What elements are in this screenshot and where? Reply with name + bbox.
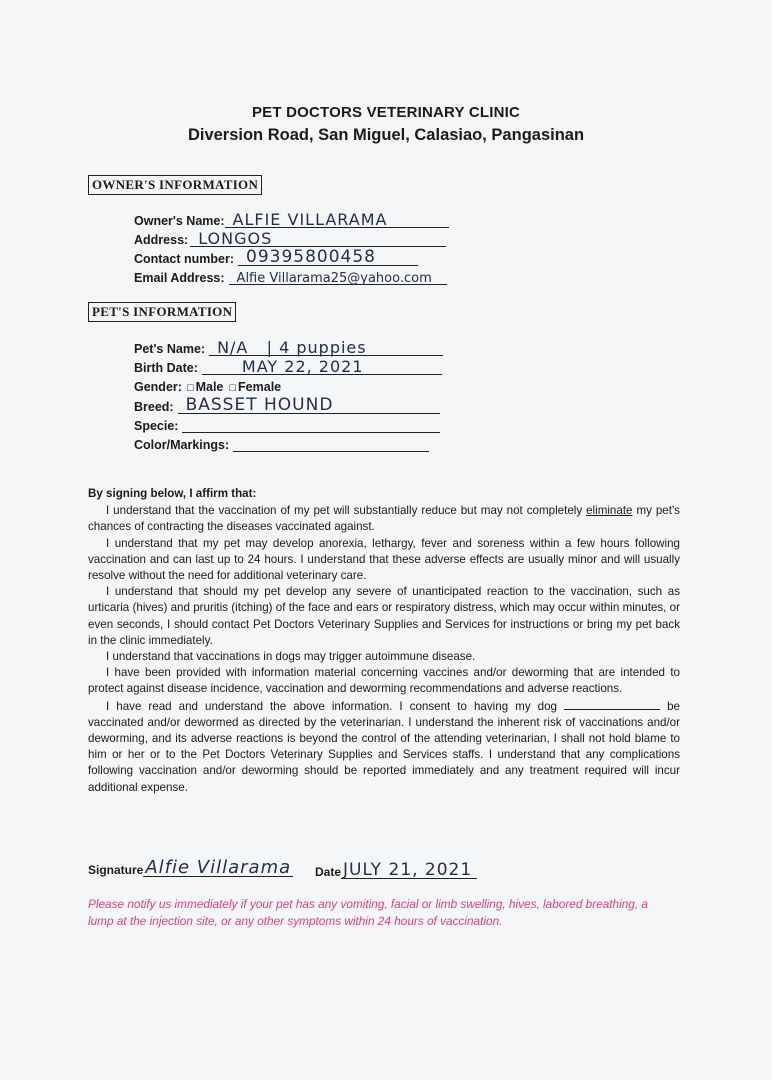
consent-paragraph-5: I have been provided with information material concerning vaccines and/or deworming that are intended to protect against disease incidence, vaccination and deworming recommendations and adverse reactions. — [88, 666, 680, 696]
post-vaccination-notice: Please notify us immediately if your pet has any vomiting, facial or limb swelling, hives, labored breathing, a lump at the injection site, or any other symptoms within 24 hours of vaccination. — [88, 897, 648, 928]
breed-label: Breed: — [134, 400, 174, 414]
birth-date-field[interactable] — [134, 357, 442, 376]
birth-date-label: Birth Date: — [134, 361, 198, 375]
dog-name-blank[interactable] — [564, 698, 660, 710]
owner-name-label: Owner's Name: — [134, 214, 225, 228]
gender-field[interactable] — [134, 380, 281, 394]
address-label: Address: — [134, 233, 189, 247]
pet-name-value: N/A | 4 puppies — [217, 338, 367, 357]
color-markings-label: Color/Markings: — [134, 438, 230, 452]
gender-label: Gender: — [134, 380, 182, 394]
signature-label: Signature — [88, 863, 144, 877]
consent-text — [88, 486, 680, 796]
signature-field[interactable] — [88, 856, 293, 877]
consent-paragraph-3: I understand that should my pet develop any severe of unanticipated reaction to the vaccination, such as urticaria (hives) and pruritis (itching) of the face and ears or respiratory distress, which may occur within minutes, or even seconds, I should contact Pet Doctors Veterinary Supplies and Services for instructions or bring my pet back in the clinic immediately. — [88, 585, 680, 647]
consent-p1-end: my pet's chances of contracting the diseases vaccinated against. — [88, 504, 680, 534]
pet-name-label: Pet's Name: — [134, 342, 206, 356]
clinic-address: Diversion Road, San Miguel, Calasiao, Pangasinan — [187, 126, 585, 144]
pet-section-heading: PET'S INFORMATION — [88, 302, 236, 322]
contact-number-value: 09395800458 — [246, 247, 376, 267]
consent-paragraph-4: I understand that vaccinations in dogs may trigger autoimmune disease. — [106, 650, 476, 664]
date-label: Date — [315, 865, 342, 879]
clinic-name: PET DOCTORS VETERINARY CLINIC — [251, 104, 521, 121]
date-value: JULY 21, 2021 — [343, 860, 473, 880]
male-checkbox[interactable]: □ — [186, 382, 194, 394]
specie-field[interactable] — [134, 418, 440, 433]
owner-name-field[interactable] — [134, 210, 449, 229]
email-label: Email Address: — [134, 271, 225, 285]
breed-field[interactable] — [134, 395, 440, 415]
owner-name-value: ALFIE VILLARAMA — [232, 210, 388, 229]
consent-paragraph-2: I understand that my pet may develop anorexia, lethargy, fever and soreness within a few hours following vaccination and can last up to 24 hours. I understand that these adverse effects are usually minor and will usually resolve without the need for additional veterinary care. — [88, 536, 680, 583]
email-value: Alfie Villarama25@yahoo.com — [236, 271, 432, 286]
consent-p1-start: I understand that the vaccination of my pet will substantially reduce but may not completely — [106, 504, 583, 518]
contact-number-label: Contact number: — [134, 252, 234, 266]
female-label: Female — [238, 380, 282, 394]
consent-paragraph-6 — [88, 698, 680, 796]
owner-section-heading: OWNER'S INFORMATION — [88, 175, 262, 195]
consent-lead: By signing below, I affirm that: — [88, 487, 257, 500]
color-markings-field[interactable] — [134, 437, 429, 452]
email-field[interactable] — [134, 270, 447, 285]
breed-value: BASSET HOUND — [185, 395, 334, 415]
address-value: LONGOS — [198, 229, 273, 248]
pet-name-field[interactable] — [134, 338, 443, 357]
consent-paragraph-1 — [88, 503, 680, 535]
signature-value: Alfie Villarama — [145, 857, 292, 878]
contact-number-field[interactable] — [134, 247, 418, 267]
date-field[interactable] — [315, 856, 477, 879]
consent-p1-underlined: eliminate — [586, 504, 633, 518]
birth-date-value: MAY 22, 2021 — [241, 357, 364, 376]
specie-label: Specie: — [134, 419, 179, 433]
consent-p6-start: I have read and understand the above information. I consent to having my dog — [106, 699, 558, 713]
male-label: Male — [195, 380, 224, 394]
consent-p6-end: be vaccinated and/or dewormed as directed by the veterinarian. I understand the inherent risk of vaccinations and/or deworming, and its adverse reactions is beyond the control of the attending veterinarian, I shall not hold blame to him or her or to the Pet Doctors Veterinary Supplies and Services staffs. I understand that any complications following vaccination and/or deworming should be reported immediately and any treatment required will incur additional expense. — [88, 699, 680, 794]
female-checkbox[interactable]: □ — [229, 382, 237, 394]
address-field[interactable] — [134, 229, 446, 248]
